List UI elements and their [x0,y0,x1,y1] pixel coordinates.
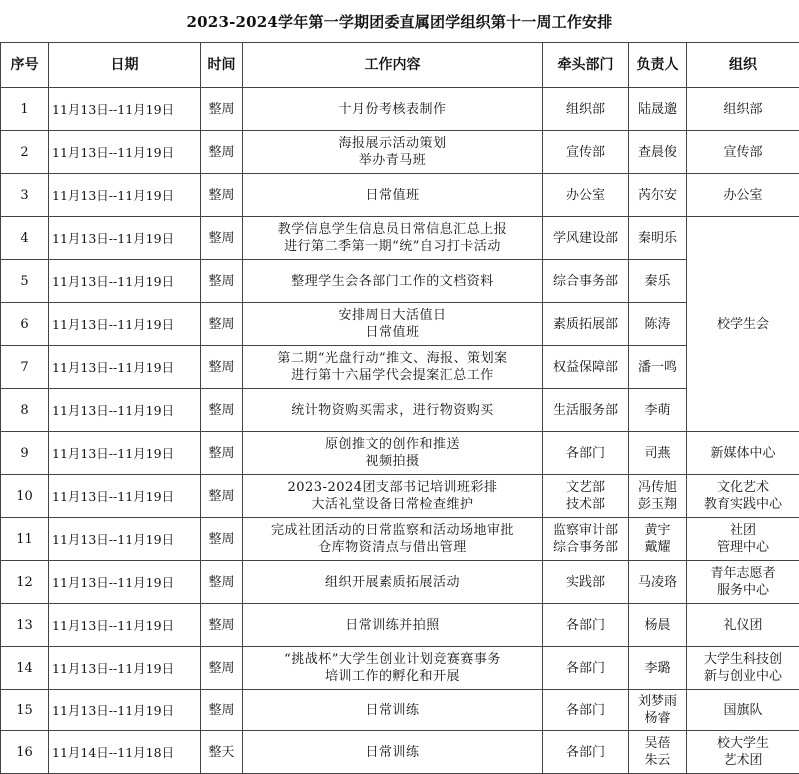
row-dept [543,731,629,774]
row-owner-line: 查晨俊 [631,144,684,161]
row-dept-line: 各部门 [545,660,626,677]
table-row [1,174,799,217]
row-dept-line: 技术部 [545,496,626,513]
row-owner-line: 陈涛 [631,316,684,333]
row-org-line: 国旗队 [689,702,797,719]
row-dept-line: 各部门 [545,702,626,719]
row-task [243,432,543,475]
row-dept-line: 综合事务部 [545,273,626,290]
row-number: 16 [1,731,49,774]
row-task-line: 培训工作的孵化和开展 [245,668,540,685]
table-row [1,131,799,174]
row-task [243,518,543,561]
row-time: 整周 [201,518,243,561]
row-owner [629,604,687,647]
row-time: 整周 [201,303,243,346]
table-row [1,731,799,774]
row-task-line: 日常训练 [245,744,540,761]
row-dept [543,260,629,303]
row-task [243,131,543,174]
row-task-line: 安排周日大活值日 [245,307,540,324]
row-dept-line: 实践部 [545,574,626,591]
row-date: 11月13日--11月19日 [49,131,201,174]
row-task-line: 组织开展素质拓展活动 [245,574,540,591]
table-body [1,88,799,774]
row-time: 整周 [201,561,243,604]
table-row [1,690,799,731]
row-task-line: 教学信息学生信息员日常信息汇总上报 [245,221,540,238]
row-task-line: 完成社团活动的日常监察和活动场地审批 [245,522,540,539]
row-owner-line: 秦明乐 [631,230,684,247]
row-date: 11月13日--11月19日 [49,174,201,217]
row-time: 整周 [201,346,243,389]
row-task-line: 统计物资购买需求，进行物资购买 [245,402,540,419]
row-number: 7 [1,346,49,389]
row-dept-line: 各部门 [545,617,626,634]
row-date: 11月13日--11月19日 [49,432,201,475]
row-date: 11月13日--11月19日 [49,88,201,131]
row-task-line: 日常训练 [245,702,540,719]
header-dept: 牵头部门 [543,43,629,88]
table-row [1,260,799,303]
row-task [243,88,543,131]
row-dept [543,303,629,346]
row-task [243,217,543,260]
row-task [243,303,543,346]
row-date: 11月13日--11月19日 [49,260,201,303]
schedule-table [0,42,799,774]
row-owner [629,731,687,774]
row-task-line: 第二期“光盘行动”推文、海报、策划案 [245,350,540,367]
row-owner [629,690,687,731]
row-dept-line: 各部门 [545,445,626,462]
row-dept [543,604,629,647]
row-owner-line: 戴耀 [631,539,684,556]
row-owner [629,131,687,174]
row-time: 整周 [201,260,243,303]
header-date: 日期 [49,43,201,88]
row-owner [629,475,687,518]
row-owner [629,260,687,303]
row-owner-line: 司燕 [631,445,684,462]
row-time: 整周 [201,174,243,217]
row-dept [543,217,629,260]
row-owner [629,303,687,346]
row-number: 5 [1,260,49,303]
row-number: 4 [1,217,49,260]
header-task: 工作内容 [243,43,543,88]
row-owner [629,561,687,604]
row-number: 9 [1,432,49,475]
row-owner-line: 杨晨 [631,617,684,634]
row-org-line: 社团 [689,522,797,539]
row-dept-line: 素质拓展部 [545,316,626,333]
row-dept [543,475,629,518]
row-dept [543,88,629,131]
table-row [1,604,799,647]
row-org-line: 新与创业中心 [689,668,797,685]
row-org-line: 服务中心 [689,582,797,599]
row-task-line: 进行第二季第一期“统”自习打卡活动 [245,238,540,255]
row-task-line: 日常值班 [245,187,540,204]
row-owner-line: 李萌 [631,402,684,419]
row-owner-line: 朱云 [631,752,684,769]
row-org-line: 组织部 [689,101,797,118]
row-time: 整周 [201,88,243,131]
row-time: 整周 [201,389,243,432]
row-owner-line: 彭玉翔 [631,496,684,513]
table-row [1,647,799,690]
row-number: 15 [1,690,49,731]
row-org [687,475,799,518]
row-date: 11月13日--11月19日 [49,303,201,346]
row-number: 13 [1,604,49,647]
row-task-line: 举办青马班 [245,152,540,169]
row-org [687,647,799,690]
row-org [687,174,799,217]
row-org-line: 校大学生 [689,735,797,752]
header-no: 序号 [1,43,49,88]
row-dept [543,690,629,731]
table-row [1,432,799,475]
row-dept-line: 综合事务部 [545,539,626,556]
row-org [687,88,799,131]
row-owner [629,432,687,475]
table-row [1,475,799,518]
row-dept [543,647,629,690]
row-org-line: 礼仪团 [689,617,797,634]
row-time: 整天 [201,731,243,774]
row-number: 2 [1,131,49,174]
row-task-line: 进行第十六届学代会提案汇总工作 [245,367,540,384]
row-task-line: 仓库物资清点与借出管理 [245,539,540,556]
row-dept [543,518,629,561]
row-date: 11月13日--11月19日 [49,518,201,561]
row-org-line: 青年志愿者 [689,565,797,582]
row-number: 14 [1,647,49,690]
row-dept [543,432,629,475]
header-row [1,43,799,88]
row-dept-line: 各部门 [545,744,626,761]
row-org-line: 管理中心 [689,539,797,556]
row-owner-line: 秦乐 [631,273,684,290]
row-dept [543,174,629,217]
row-time: 整周 [201,475,243,518]
row-task-line: 原创推文的创作和推送 [245,436,540,453]
row-time: 整周 [201,131,243,174]
table-row [1,518,799,561]
row-org [687,131,799,174]
row-org-merged: 校学生会 [687,217,799,432]
row-task [243,174,543,217]
row-task-line: 大活礼堂设备日常检查维护 [245,496,540,513]
row-org-line: 教育实践中心 [689,496,797,513]
header-org: 组织 [687,43,799,88]
row-number: 8 [1,389,49,432]
row-task-line: 日常训练并拍照 [245,617,540,634]
row-org-line: 办公室 [689,187,797,204]
row-time: 整周 [201,604,243,647]
row-dept-line: 权益保障部 [545,359,626,376]
row-org-line: 大学生科技创 [689,651,797,668]
row-task [243,690,543,731]
row-owner-line: 马凌珞 [631,574,684,591]
row-owner-line: 杨睿 [631,710,684,727]
row-date: 11月13日--11月19日 [49,604,201,647]
row-date: 11月14日--11月18日 [49,731,201,774]
row-task [243,346,543,389]
table-row [1,389,799,432]
row-number: 3 [1,174,49,217]
row-owner-line: 冯传旭 [631,479,684,496]
row-date: 11月13日--11月19日 [49,217,201,260]
row-task [243,389,543,432]
row-dept-line: 组织部 [545,101,626,118]
table-row [1,88,799,131]
row-dept-line: 监察审计部 [545,522,626,539]
row-number: 11 [1,518,49,561]
row-org [687,518,799,561]
row-org-line: 文化艺术 [689,479,797,496]
row-dept-line: 宣传部 [545,144,626,161]
row-org [687,561,799,604]
row-org-line: 宣传部 [689,144,797,161]
row-dept [543,346,629,389]
row-dept-line: 生活服务部 [545,402,626,419]
row-org [687,432,799,475]
row-task-line: 十月份考核表制作 [245,101,540,118]
row-task-line: 2023-2024团支部书记培训班彩排 [245,479,540,496]
row-date: 11月13日--11月19日 [49,389,201,432]
row-dept-line: 学风建设部 [545,230,626,247]
row-dept-line: 文艺部 [545,479,626,496]
table-row [1,303,799,346]
row-task [243,647,543,690]
row-time: 整周 [201,432,243,475]
row-date: 11月13日--11月19日 [49,475,201,518]
row-owner-line: 陆晟邈 [631,101,684,118]
header-owner: 负责人 [629,43,687,88]
row-dept [543,131,629,174]
row-time: 整周 [201,647,243,690]
header-time: 时间 [201,43,243,88]
row-owner [629,647,687,690]
row-owner-line: 黄宇 [631,522,684,539]
row-owner-line: 李璐 [631,660,684,677]
row-task [243,604,543,647]
table-row [1,561,799,604]
row-owner [629,389,687,432]
row-number: 12 [1,561,49,604]
row-dept [543,389,629,432]
row-org [687,690,799,731]
row-dept-line: 办公室 [545,187,626,204]
row-number: 1 [1,88,49,131]
row-owner [629,88,687,131]
row-date: 11月13日--11月19日 [49,561,201,604]
row-task [243,561,543,604]
row-owner-line: 吴蓓 [631,735,684,752]
sheet-title: 2023-2024学年第一学期团委直属团学组织第十一周工作安排 [0,0,799,42]
row-number: 10 [1,475,49,518]
row-owner-line: 刘梦雨 [631,693,684,710]
row-owner [629,217,687,260]
table-row [1,346,799,389]
row-task [243,731,543,774]
row-owner-line: 潘一鸣 [631,359,684,376]
row-owner-line: 芮尔安 [631,187,684,204]
row-task-line: 整理学生会各部门工作的文档资料 [245,273,540,290]
row-task [243,475,543,518]
row-date: 11月13日--11月19日 [49,346,201,389]
row-task [243,260,543,303]
row-task-line: 日常值班 [245,324,540,341]
row-owner [629,174,687,217]
row-task-line: 海报展示活动策划 [245,135,540,152]
row-dept [543,561,629,604]
row-task-line: “挑战杯”大学生创业计划竞赛赛事务 [245,651,540,668]
row-org-line: 艺术团 [689,752,797,769]
row-time: 整周 [201,217,243,260]
row-org-line: 新媒体中心 [689,445,797,462]
row-task-line: 视频拍摄 [245,453,540,470]
row-owner [629,518,687,561]
row-org [687,731,799,774]
row-number: 6 [1,303,49,346]
table-row [1,217,799,260]
row-date: 11月13日--11月19日 [49,690,201,731]
row-time: 整周 [201,690,243,731]
row-org [687,604,799,647]
row-date: 11月13日--11月19日 [49,647,201,690]
row-owner [629,346,687,389]
